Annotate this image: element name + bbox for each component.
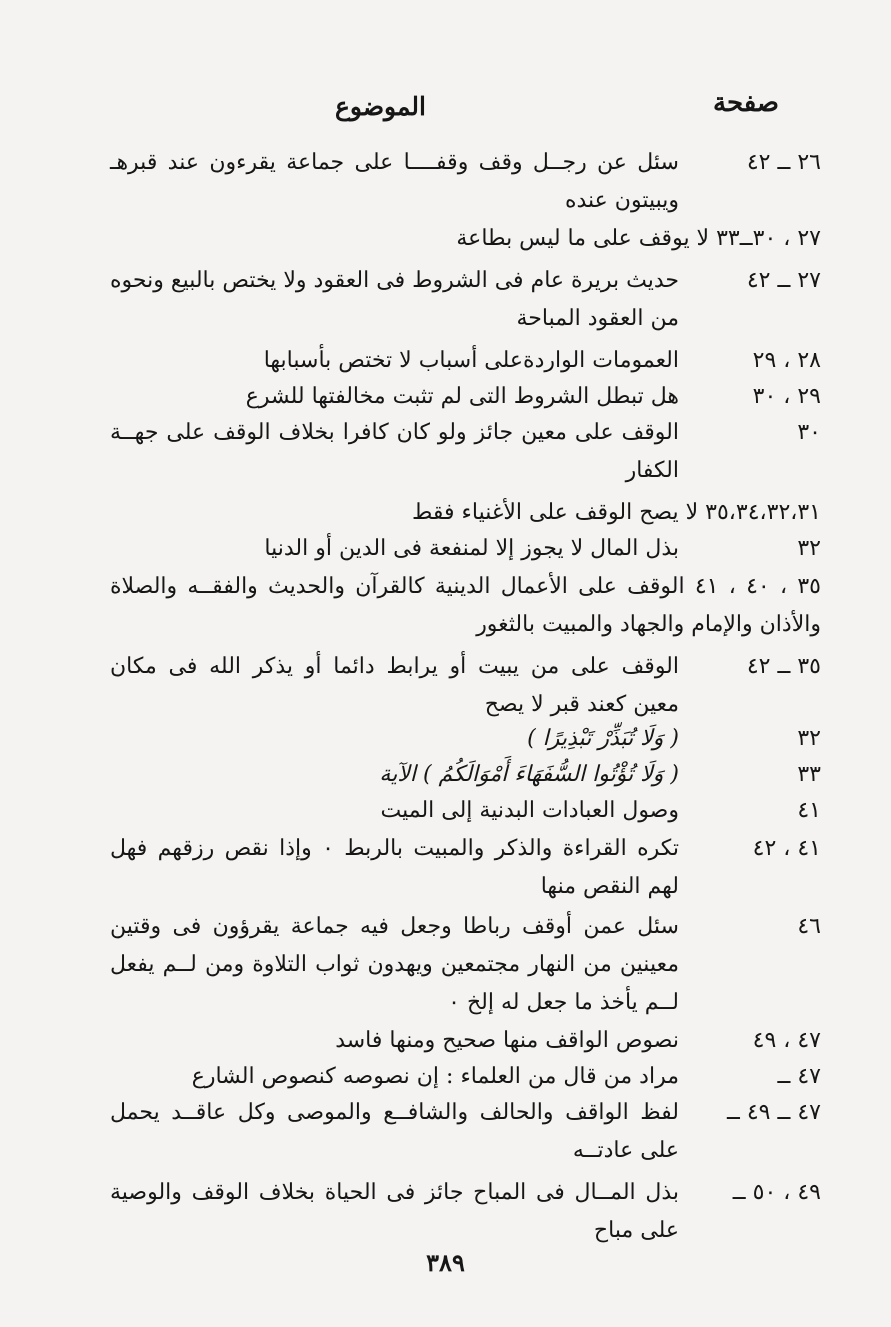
- entry-text: مراد من قال من العلماء : إن نصوصه كنصوص الشارع: [191, 1064, 679, 1089]
- index-entry: [0, 144, 891, 220]
- index-entry: [0, 756, 891, 792]
- entry-text: ٣٥،٣٤،٣٢،٣١ لا يصح الوقف على الأغنياء فقط: [412, 500, 821, 525]
- index-entry: [0, 908, 891, 1022]
- quran-verse: ( وَلَا تُبَذِّرْ تَبْذِيرًا ): [527, 726, 679, 751]
- page-column-heading: صفحة: [713, 88, 779, 118]
- subject-column-heading: الموضوع: [335, 92, 426, 121]
- index-entry: [0, 1022, 891, 1058]
- index-entry: [0, 530, 891, 568]
- entry-pages: ٢٦ ــ ٤٢: [746, 150, 821, 175]
- entry-text: وصول العبادات البدنية إلى الميت: [380, 798, 679, 823]
- index-entry: [0, 378, 891, 414]
- entry-text: بذل المــال فى المباح جائز فى الحياة بخلاف الوقف والوصية على مباح: [110, 1180, 679, 1243]
- entry-pages: ٤٧ ــ: [777, 1064, 821, 1089]
- entry-pages: ٣٠: [797, 420, 821, 445]
- entry-text: لفظ الواقف والحالف والشافــع والموصى وكل عاقــد يحمل على عادتــه: [110, 1100, 679, 1163]
- entry-pages: ٤١ ، ٤٢: [752, 836, 821, 861]
- entry-pages: ٣٢: [797, 536, 821, 561]
- index-entry: [0, 648, 891, 720]
- entry-pages: ٢٨ ، ٢٩: [752, 348, 821, 373]
- entry-pages: ٢٧ ــ ٤٢: [746, 268, 821, 293]
- index-entry: [0, 494, 891, 530]
- entry-text: ٢٧ ، ٣٠ــ٣٣ لا يوقف على ما ليس بطاعة: [456, 226, 821, 251]
- index-entry: [0, 262, 891, 342]
- index-entry: [0, 220, 891, 262]
- entry-text: سئل عمن أوقف رباطا وجعل فيه جماعة يقرؤون فى وقتين معينين من النهار مجتمعين ويهدون ثواب التلاوة ومن لــم يفعل لــم يأخذ ما جعل له إلخ ٠: [110, 914, 679, 1015]
- entry-pages: ٣٣: [797, 762, 821, 787]
- entry-pages: ٤١: [797, 798, 821, 823]
- entry-pages: ٤٧ ــ ٤٩ ــ: [726, 1100, 821, 1125]
- index-entry: [0, 792, 891, 830]
- page-number: ٣٨٩: [426, 1248, 465, 1277]
- entry-text: هل تبطل الشروط التى لم تثبت مخالفتها للشرع: [245, 384, 679, 409]
- entry-pages: ٤٧ ، ٤٩: [752, 1028, 821, 1053]
- entry-pages: ٣٥ ــ ٤٢: [746, 654, 821, 679]
- index-entry: [0, 342, 891, 378]
- index-entries: [0, 144, 891, 1254]
- quran-verse: ( وَلَا تُؤْتُوا السُّفَهَاءَ أَمْوَالَكُمُ ) الآية: [379, 762, 679, 787]
- index-entry: [0, 720, 891, 756]
- index-entry: [0, 1094, 891, 1174]
- entry-pages: ٢٩ ، ٣٠: [752, 384, 821, 409]
- entry-text: الوقف على معين جائز ولو كان كافرا بخلاف الوقف على جهــة الكفار: [110, 420, 679, 483]
- index-entry: [0, 414, 891, 494]
- index-entry: [0, 568, 891, 648]
- index-entry: [0, 1058, 891, 1094]
- entry-pages: ٤٦: [797, 914, 821, 939]
- entry-text: تكره القراءة والذكر والمبيت بالربط ٠ وإذا نقص رزقهم فهل لهم النقص منها: [110, 836, 680, 899]
- entry-text: سئل عن رجــل وقف وقفــــا على جماعة يقرءون عند قبرهـ ويبيتون عنده: [110, 150, 679, 213]
- entry-pages: ٤٩ ، ٥٠ ــ: [732, 1180, 821, 1205]
- index-entry: [0, 830, 891, 908]
- entry-text: العمومات الواردةعلى أسباب لا تختص بأسبابها: [263, 348, 679, 373]
- index-header: [0, 88, 891, 128]
- entry-text: نصوص الواقف منها صحيح ومنها فاسد: [335, 1028, 679, 1053]
- entry-pages: ٣٢: [797, 726, 821, 751]
- entry-text: الوقف على من يبيت أو يرابط دائما أو يذكر الله فى مكان معين كعند قبر لا يصح: [110, 654, 679, 717]
- entry-text: ٣٥ ، ٤٠ ، ٤١ الوقف على الأعمال الدينية كالقرآن والحديث والفقــه والصلاة والأذان والإمام والجهاد والمبيت بالثغور: [110, 574, 821, 637]
- index-entry: [0, 1174, 891, 1254]
- entry-text: حديث بريرة عام فى الشروط فى العقود ولا يختص بالبيع ونحوه من العقود المباحة: [110, 268, 679, 331]
- entry-text: بذل المال لا يجوز إلا لمنفعة فى الدين أو الدنيا: [264, 536, 679, 561]
